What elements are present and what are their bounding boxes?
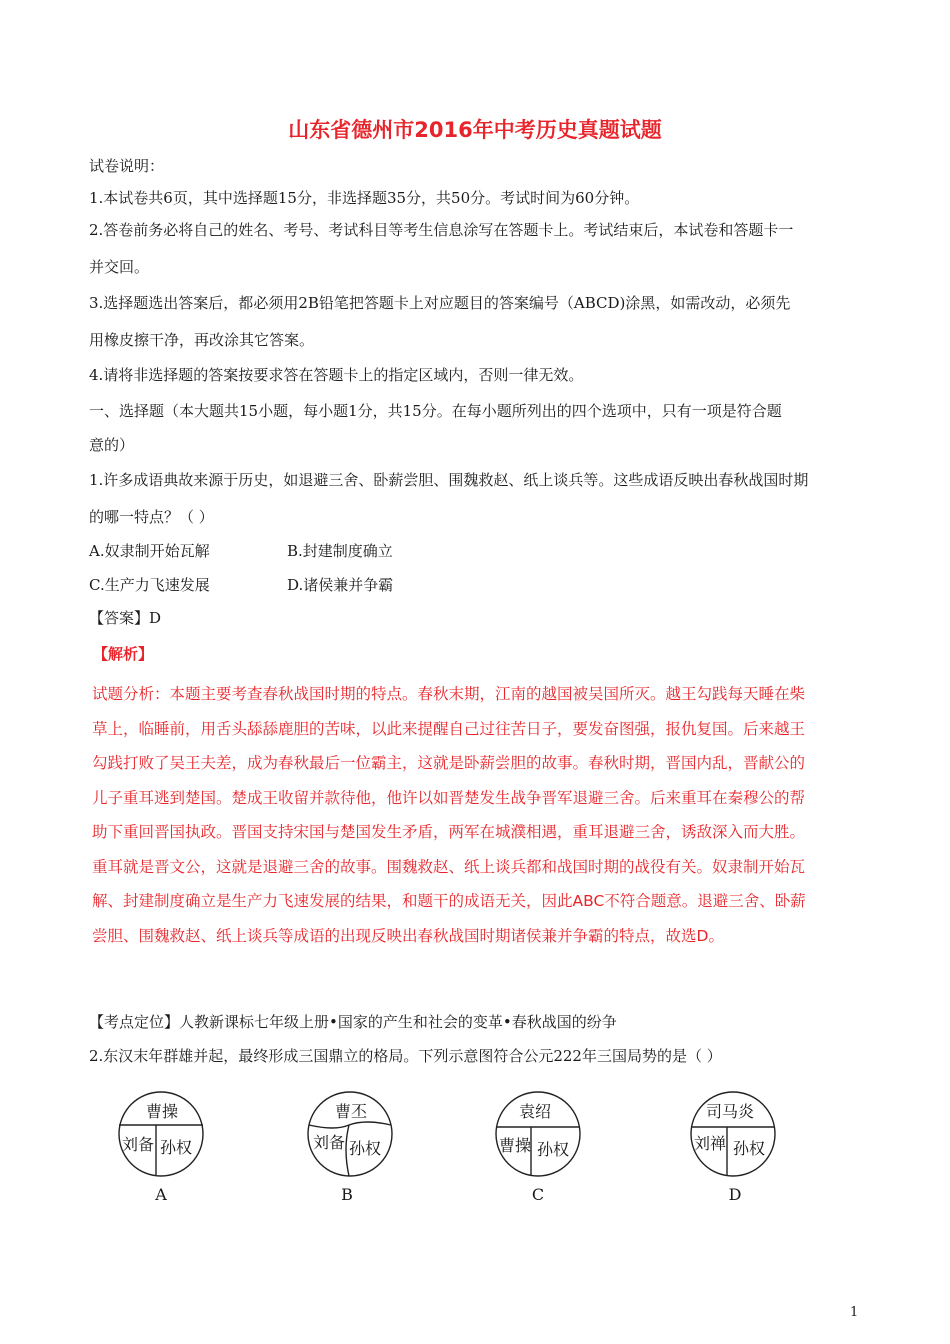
analysis-text (92, 677, 852, 953)
diagram-c-letter: C (531, 1185, 545, 1204)
diagram-c-top-label: 袁绍 (518, 1102, 551, 1121)
answer: 【答案】D (89, 609, 162, 627)
diagram-b (305, 1089, 395, 1209)
question-1-stem: 1.许多成语典故来源于历史，如退避三舍、卧薪尝胆、围魏救赵、纸上谈兵等。这些成语反映出春秋战国时期 (89, 471, 809, 489)
kaodian: 【考点定位】人教新课标七年级上册•国家的产生和社会的变革•春秋战国的纷争 (89, 1013, 617, 1031)
diagram-d (688, 1089, 778, 1209)
instruction-line: 4.请将非选择题的答案按要求答在答题卡上的指定区域内，否则一律无效。 (89, 366, 584, 384)
analysis-line: 解、封建制度确立是生产力飞速发展的结果，和题干的成语无关，因此ABC不符合题意。退避三舍、卧薪 (92, 892, 806, 910)
instruction-line: 并交回。 (89, 258, 150, 276)
section-heading: 一、选择题（本大题共15小题，每小题1分，共15分。在每小题所列出的四个选项中，只有一项是符合题 (89, 402, 782, 420)
analysis-line: 勾践打败了吴王夫差，成为春秋最后一位霸主，这就是卧薪尝胆的故事。春秋时期，晋国内乱，晋献公的 (92, 754, 806, 772)
diagram-c-left-label: 曹操 (498, 1136, 531, 1155)
instruction-line: 3.选择题选出答案后，都必须用2B铅笔把答题卡上对应题目的答案编号（ABCD)涂黑，如需改动，必须先 (89, 294, 791, 312)
instructions-heading: 试卷说明： (89, 157, 165, 175)
diagram-a-letter: A (155, 1185, 167, 1204)
question-1-stem: 的哪一特点？（ ） (89, 508, 214, 526)
option-d: D.诸侯兼并争霸 (287, 576, 394, 594)
diagram-a-top-label: 曹操 (145, 1102, 178, 1121)
diagram-d-letter: D (728, 1185, 742, 1204)
question-2-stem: 2.东汉末年群雄并起，最终形成三国鼎立的格局。下列示意图符合公元222年三国局势的是（ ） (89, 1047, 722, 1065)
analysis-line: 草上，临睡前，用舌头舔舔鹿胆的苦味，以此来提醒自己过往苦日子，要发奋图强，报仇复国。后来越王 (92, 719, 806, 738)
diagram-d-right-label: 孙权 (732, 1139, 765, 1158)
diagram-d-left-label: 刘禅 (693, 1134, 726, 1153)
analysis-line: 助下重回晋国执政。晋国支持宋国与楚国发生矛盾，两军在城濮相遇，重耳退避三舍，诱敌深入而大胜。 (92, 823, 806, 841)
diagram-b-left-label: 刘备 (312, 1133, 345, 1152)
diagram-a (116, 1089, 206, 1209)
analysis-line: 试题分析：本题主要考查春秋战国时期的特点。春秋末期，江南的越国被吴国所灭。越王勾践每天睡在柴 (92, 685, 806, 703)
diagram-c-right-label: 孙权 (536, 1140, 569, 1159)
option-c: C.生产力飞速发展 (89, 576, 210, 594)
analysis-line: 儿子重耳逃到楚国。楚成王收留并款待他，他许以如晋楚发生战争晋军退避三舍。后来重耳在秦穆公的帮 (92, 788, 806, 807)
analysis-heading: 【解析】 (93, 645, 154, 663)
page-number: 1 (850, 1305, 859, 1320)
diagram-a-right-label: 孙权 (159, 1138, 192, 1157)
diagram-c (493, 1089, 583, 1209)
page-title: 山东省德州市2016年中考历史真题试题 (288, 118, 662, 142)
analysis-line: 重耳就是晋文公，这就是退避三舍的故事。围魏救赵、纸上谈兵都和战国时期的战役有关。奴隶制开始瓦 (92, 857, 806, 876)
diagram-b-right-label: 孙权 (348, 1139, 381, 1158)
diagram-b-letter: B (341, 1185, 353, 1204)
diagram-b-top-label: 曹丕 (334, 1102, 367, 1121)
instruction-line: 1.本试卷共6页，其中选择题15分，非选择题35分，共50分。考试时间为60分钟。 (89, 189, 640, 207)
analysis-line: 尝胆、围魏救赵、纸上谈兵等成语的出现反映出春秋战国时期诸侯兼并争霸的特点，故选D。 (92, 926, 724, 945)
option-b: B.封建制度确立 (287, 542, 393, 560)
diagram-d-top-label: 司马炎 (705, 1102, 754, 1121)
instruction-line: 2.答卷前务必将自己的姓名、考号、考试科目等考生信息涂写在答题卡上。考试结束后，本试卷和答题卡一 (89, 221, 794, 239)
section-heading: 意的） (89, 436, 135, 454)
option-a: A.奴隶制开始瓦解 (89, 542, 210, 560)
instruction-line: 用橡皮擦干净，再改涂其它答案。 (89, 331, 315, 349)
diagram-a-left-label: 刘备 (121, 1135, 154, 1154)
